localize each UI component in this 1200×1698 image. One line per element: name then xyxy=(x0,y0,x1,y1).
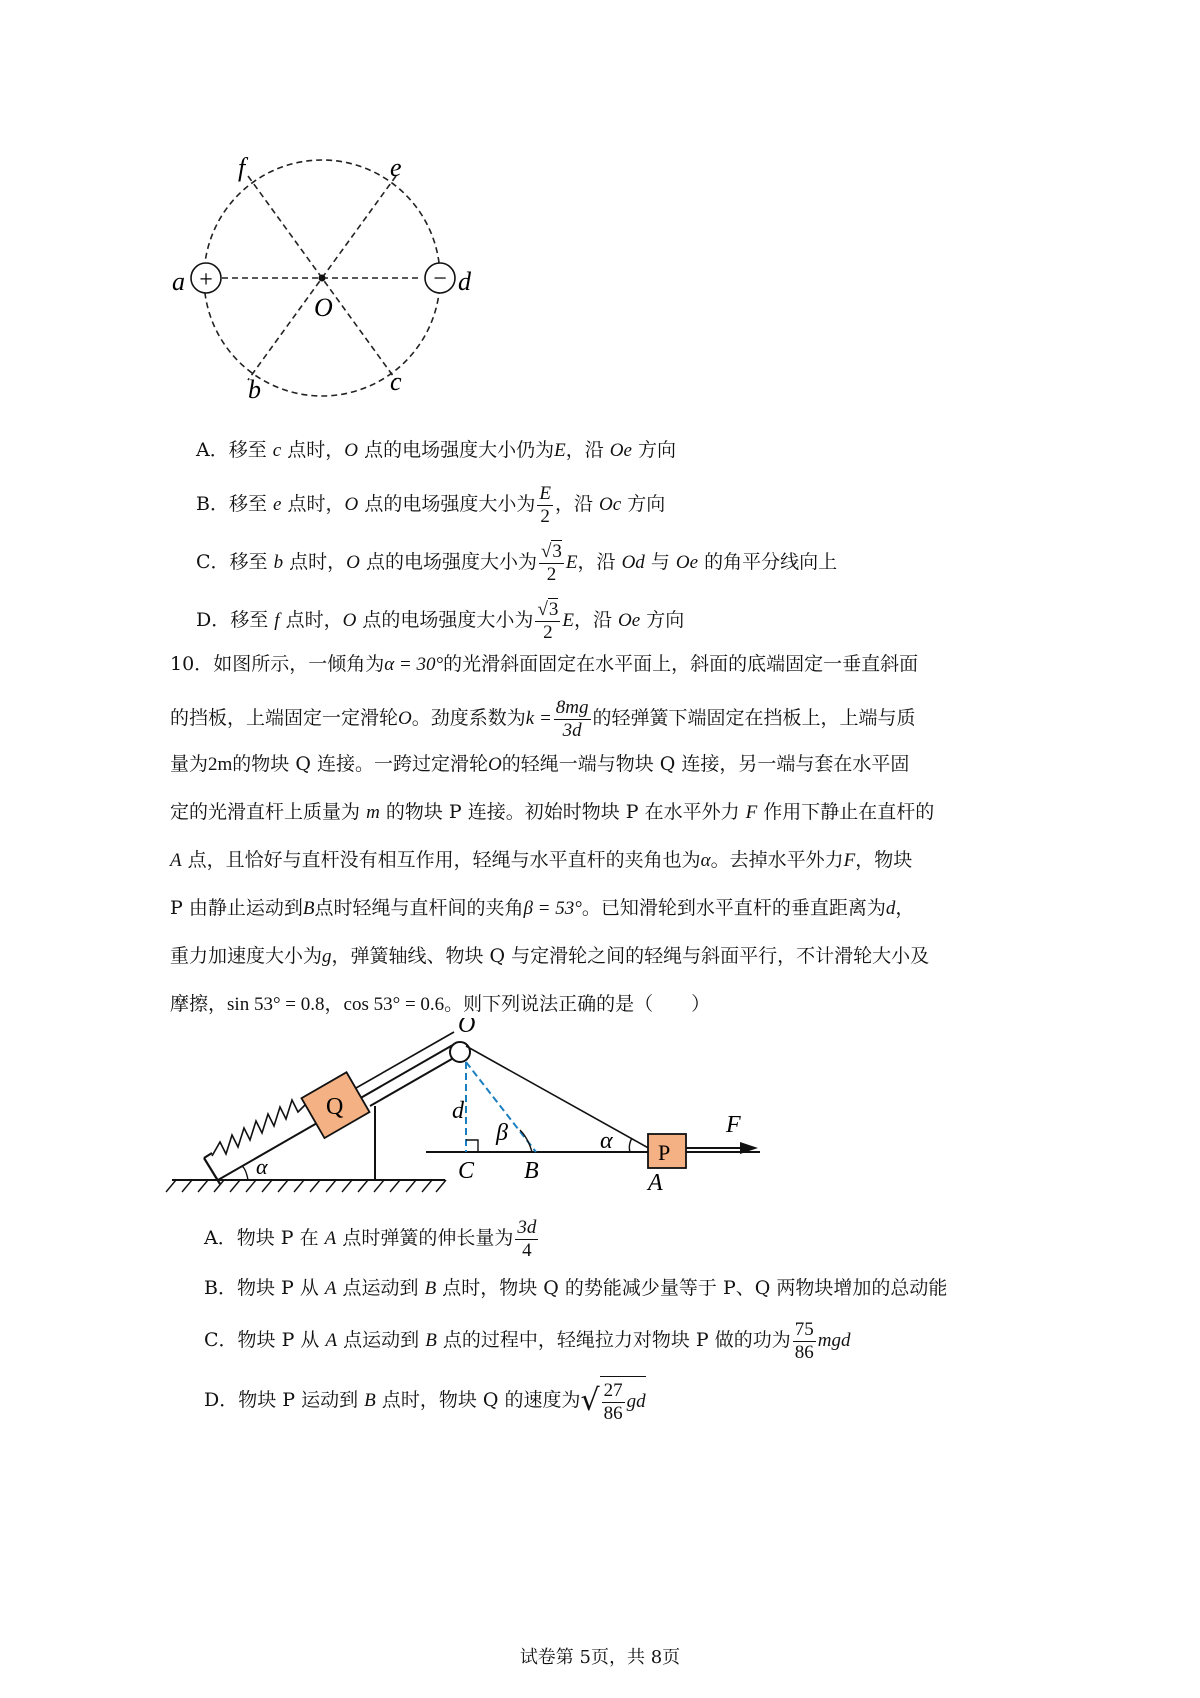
label-d: d xyxy=(452,1098,464,1124)
q10-line-3: 量为2m的物块 Q 连接。一跨过定滑轮O的轻绳一端与物块 Q 连接，另一端与套在水平固 xyxy=(170,753,910,775)
label-O: O xyxy=(314,293,333,322)
label-beta: β xyxy=(496,1120,508,1146)
q9-option-d: D．移至 f 点时，O 点的电场强度大小为 $\frac{√3}{2}$ E，沿 Oe 方向 xyxy=(196,599,685,643)
label-alpha-incline: α xyxy=(256,1154,268,1179)
q10-line-7: 重力加速度大小为g，弹簧轴线、物块 Q 与定滑轮之间的轻绳与斜面平行，不计滑轮大小及 xyxy=(170,945,930,967)
q10-line-6: P 由静止运动到B点时轻绳与直杆间的夹角β = 53°。已知滑轮到水平直杆的垂直距离为d， xyxy=(170,897,915,919)
fraction-sqrt3-over-2: $\frac{√3}{2}$ xyxy=(537,599,559,643)
page-footer: 试卷第 5页，共 8页 xyxy=(519,1647,681,1668)
incline-upper xyxy=(370,1052,464,1106)
right-angle-mark xyxy=(466,1140,478,1152)
fraction-k: $\frac{8mg}{3d}$ xyxy=(555,696,589,741)
q10-option-b: B．物块 P 从 A 点运动到 B 点时，物块 Q 的势能减少量等于 P、Q 两物块增加的总动能 xyxy=(204,1277,948,1299)
pulley-icon xyxy=(450,1042,470,1062)
label-c: c xyxy=(390,367,402,396)
plus-sign: + xyxy=(199,267,213,293)
fraction-75-over-86: $\frac{75}{86}$ xyxy=(794,1318,814,1363)
label-A: A xyxy=(648,1170,663,1196)
spring xyxy=(212,1100,306,1156)
label-alpha-p: α xyxy=(600,1128,613,1154)
q10-option-d: D．物块 P 运动到 B 点时，物块 Q 的速度为√ $\frac{27}{86}$ gd xyxy=(204,1376,646,1426)
label-O2: O xyxy=(458,1018,476,1038)
center-dot xyxy=(319,275,326,282)
label-b: b xyxy=(248,375,261,404)
label-d: d xyxy=(458,267,471,296)
ground-hatching xyxy=(166,1180,446,1192)
label-F: F xyxy=(726,1112,741,1138)
circle-charge-figure xyxy=(160,150,530,440)
q10-line-2: 的挡板，上端固定一定滑轮O。劲度系数为k = $\frac{8mg}{3d}$ 的轻弹簧下端固定在挡板上，上端与质 xyxy=(170,696,916,741)
q10-option-c: C．物块 P 从 A 点运动到 B 点的过程中，轻绳拉力对物块 P 做的功为 $\frac{75}{86}$ mgd xyxy=(204,1318,851,1363)
fraction-3d-over-4: $\frac{3d}{4}$ xyxy=(517,1216,537,1261)
q10-option-a: A．物块 P 在 A 点时弹簧的伸长量为 $\frac{3d}{4}$ xyxy=(204,1216,537,1261)
alpha-arc-incline xyxy=(242,1166,248,1180)
q10-line-1: 10．如图所示，一倾角为α = 30°的光滑斜面固定在水平面上，斜面的底端固定一垂直斜面 xyxy=(170,653,919,675)
q10-line-5: A 点，且恰好与直杆没有相互作用，轻绳与水平直杆的夹角也为α。去掉水平外力F，物块 xyxy=(170,849,913,871)
minus-sign: − xyxy=(433,266,447,292)
rope-q-pulley xyxy=(356,1032,454,1088)
label-f: f xyxy=(238,153,246,182)
incline-pulley-figure xyxy=(160,1018,780,1214)
q10-line-4: 定的光滑直杆上质量为 m 的物块 P 连接。初始时物块 P 在水平外力 F 作用下静止在直杆的 xyxy=(170,801,935,823)
label-P: P xyxy=(658,1140,671,1165)
label-B: B xyxy=(524,1158,539,1184)
fraction-27-over-86: $\frac{27}{86}$ xyxy=(603,1379,623,1424)
q9-option-a: A．移至 c 点时，O 点的电场强度大小仍为E，沿 Oe 方向 xyxy=(196,439,676,461)
label-C: C xyxy=(458,1158,475,1184)
label-a: a xyxy=(172,267,185,296)
label-Q: Q xyxy=(326,1094,344,1120)
alpha-arc-p xyxy=(629,1138,632,1152)
q9-option-b: B．移至 e 点时，O 点的电场强度大小为 $\frac{E}{2}$ ，沿 Oc 方向 xyxy=(196,482,666,527)
q9-option-c: C．移至 b 点时，O 点的电场强度大小为 $\frac{√3}{2}$ E，沿 Od 与 Oe 的角平分线向上 xyxy=(196,541,838,585)
label-e: e xyxy=(390,153,402,182)
fraction-sqrt3-over-2: $\frac{√3}{2}$ xyxy=(540,541,562,585)
fraction-e-over-2: $\frac{E}{2}$ xyxy=(539,482,551,527)
q10-line-8: 摩擦，sin 53° = 0.8，cos 53° = 0.6。则下列说法正确的是（ ） xyxy=(170,993,711,1015)
